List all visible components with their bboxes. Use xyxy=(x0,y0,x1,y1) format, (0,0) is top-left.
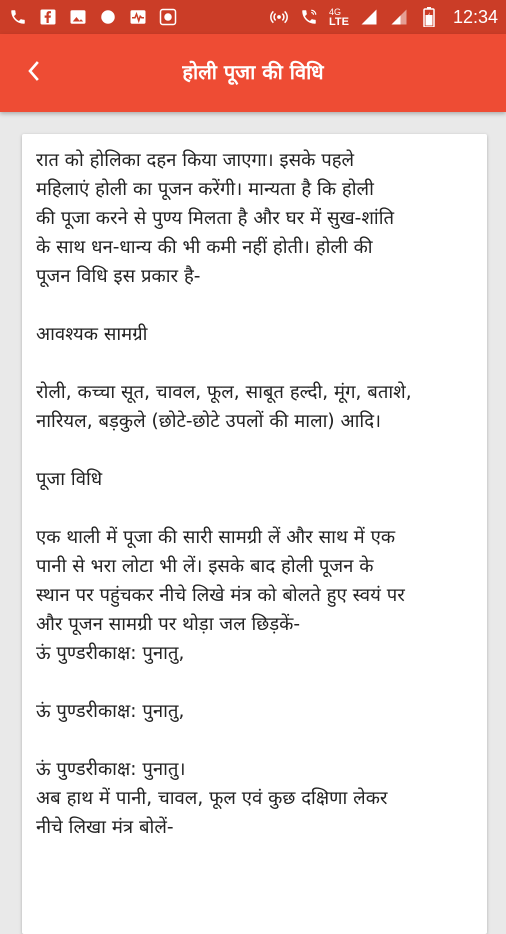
text-line: महिलाएं होली का पूजन करेंगी। मान्यता है कि होली xyxy=(36,179,374,200)
materials-paragraph xyxy=(36,378,475,436)
text-line: रोली, कच्चा सूत, चावल, फूल, साबूत हल्दी, मूंग, बताशे, xyxy=(36,382,412,403)
text-line: के साथ धन-धान्य की भी कमी नहीं होती। होली की xyxy=(36,237,373,258)
status-bar-left xyxy=(8,7,178,27)
battery-icon xyxy=(419,7,439,27)
method-paragraph xyxy=(36,523,475,639)
mantra-line: ऊं पुण्डरीकाक्ष: पुनातु। xyxy=(36,759,186,780)
text-line: रात को होलिका दहन किया जाएगा। इसके पहले xyxy=(36,150,355,171)
text-line: अब हाथ में पानी, चावल, फूल एवं कुछ दक्षिणा लेकर xyxy=(36,788,388,809)
gallery-icon xyxy=(68,7,88,27)
signal-icon xyxy=(359,7,379,27)
status-bar-right xyxy=(269,7,498,28)
article-content xyxy=(22,134,487,842)
text-line: पूजन विधि इस प्रकार है- xyxy=(36,266,201,287)
page-title: होली पूजा की विधि xyxy=(182,60,324,84)
clock: 12:34 xyxy=(452,6,498,27)
text-line: नारियल, बड़कुले (छोटे-छोटे उपलों की माला) आदि। xyxy=(36,411,382,432)
facebook-icon xyxy=(38,7,58,27)
status-bar xyxy=(0,0,506,34)
materials-heading: आवश्यक सामग्री xyxy=(36,324,148,345)
text-line: पानी से भरा लोटा भी लें। इसके बाद होली पूजन के xyxy=(36,556,374,577)
text-line: और पूजन सामग्री पर थोड़ा जल छिड़कें- xyxy=(36,614,301,635)
app-bar xyxy=(0,34,506,112)
closing-paragraph xyxy=(36,784,475,842)
network-type-label xyxy=(329,7,349,27)
hotspot-icon xyxy=(269,7,289,27)
record-icon xyxy=(158,7,178,27)
text-line: नीचे लिखा मंत्र बोलें- xyxy=(36,817,174,838)
mantra-line: ऊं पुण्डरीकाक्ष: पुनातु, xyxy=(36,643,185,664)
text-line: स्थान पर पहुंचकर नीचे लिखे मंत्र को बोलते हुए स्वयं पर xyxy=(36,585,405,606)
article-card xyxy=(22,134,487,934)
intro-paragraph xyxy=(36,146,475,291)
signal-icon xyxy=(389,7,409,27)
text-line: एक थाली में पूजा की सारी सामग्री लें और साथ में एक xyxy=(36,527,396,548)
phone-icon xyxy=(8,7,28,27)
wifi-call-icon xyxy=(299,7,319,27)
network-sub-label: 4G xyxy=(328,7,341,17)
circle-icon xyxy=(98,7,118,27)
network-main-label: LTE xyxy=(328,16,349,28)
mantra-line: ऊं पुण्डरीकाक्ष: पुनातु, xyxy=(36,701,185,722)
method-heading: पूजा विधि xyxy=(36,469,103,490)
text-line: की पूजा करने से पुण्य मिलता है और घर में सुख-शांति xyxy=(36,208,395,229)
activity-icon xyxy=(128,7,148,27)
